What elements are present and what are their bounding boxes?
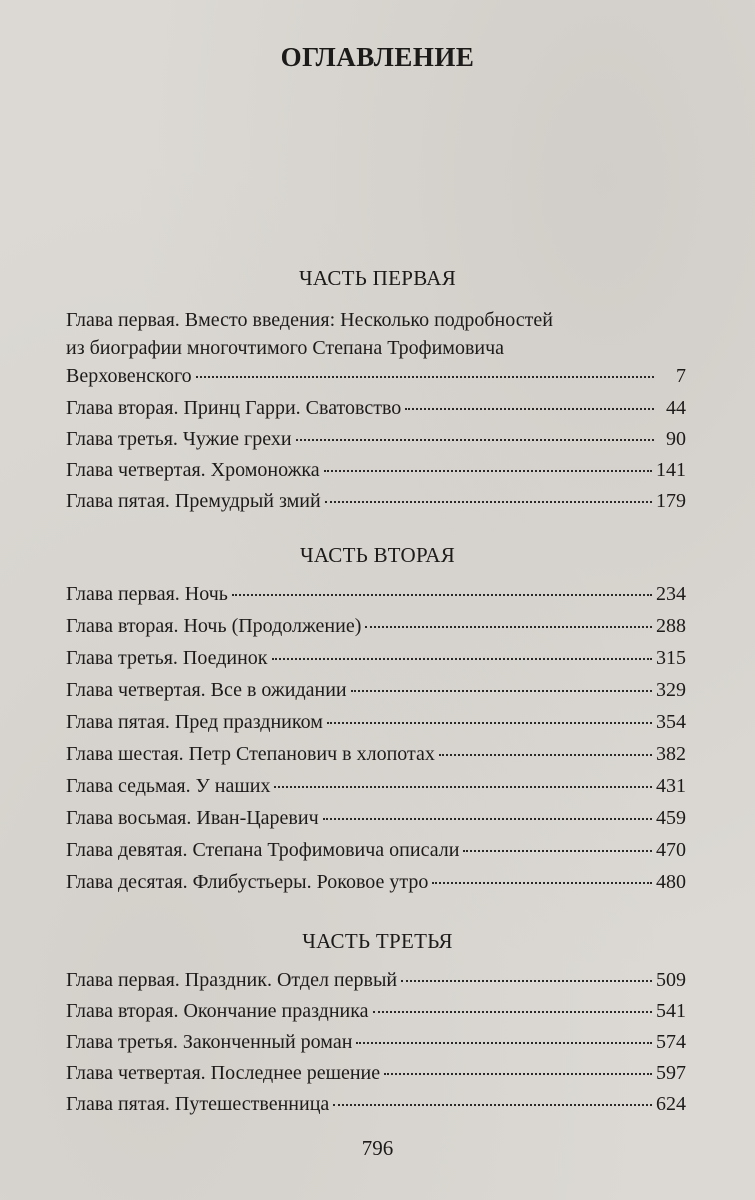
- toc-entry-label: Глава третья. Поединок: [66, 647, 268, 669]
- toc-entry[interactable]: [66, 1059, 686, 1090]
- toc-entry[interactable]: [66, 612, 686, 644]
- toc-entry-label: Глава третья. Чужие грехи: [66, 428, 292, 450]
- dot-leader: [274, 786, 652, 788]
- toc-entry[interactable]: [66, 580, 686, 612]
- toc-page-number: 44: [666, 397, 686, 419]
- dot-leader: [463, 850, 652, 852]
- dot-leader: [327, 722, 652, 724]
- dot-leader: [351, 690, 652, 692]
- toc-page-number: 7: [676, 365, 686, 387]
- toc-entry-line: Глава первая. Вместо введения: Несколько подробностей: [66, 309, 553, 331]
- dot-leader: [356, 1042, 652, 1044]
- dot-leader: [401, 980, 652, 982]
- toc-entry-label: Глава девятая. Степана Трофимовича описали: [66, 839, 460, 861]
- toc-entry[interactable]: [66, 487, 686, 518]
- toc-entry-label: Глава десятая. Флибустьеры. Роковое утро: [66, 871, 429, 893]
- toc-page-number: 574: [656, 1031, 686, 1053]
- toc-entry[interactable]: [66, 804, 686, 836]
- dot-leader: [325, 501, 652, 503]
- toc-entry[interactable]: [66, 425, 686, 456]
- toc-part-3: [66, 966, 686, 1121]
- toc-page-number: 354: [656, 711, 686, 733]
- toc-page-number: 597: [656, 1062, 686, 1084]
- toc-page-number: 541: [656, 1000, 686, 1022]
- toc-page-number: 470: [656, 839, 686, 861]
- toc-entry-line: из биографии многочтимого Степана Трофимовича: [66, 337, 505, 359]
- toc-entry[interactable]: [66, 394, 686, 425]
- toc-page-number: 459: [656, 807, 686, 829]
- toc-page-number: 90: [666, 428, 686, 450]
- toc-part-2: [66, 580, 686, 900]
- toc-entry[interactable]: [66, 676, 686, 708]
- toc-entry[interactable]: [66, 997, 686, 1028]
- dot-leader: [272, 658, 653, 660]
- toc-page-number: 480: [656, 871, 686, 893]
- toc-entry-label: Глава вторая. Окончание праздника: [66, 1000, 369, 1022]
- dot-leader: [384, 1073, 652, 1075]
- toc-entry[interactable]: [66, 1028, 686, 1059]
- dot-leader: [296, 439, 654, 441]
- dot-leader: [232, 594, 652, 596]
- toc-entry-label: Глава третья. Законченный роман: [66, 1031, 353, 1053]
- toc-page-number: 431: [656, 775, 686, 797]
- toc-entry-label: Глава первая. Праздник. Отдел первый: [66, 969, 398, 991]
- toc-page-number: 288: [656, 615, 686, 637]
- dot-leader: [323, 818, 652, 820]
- toc-entry-label: Глава вторая. Ночь (Продолжение): [66, 615, 362, 637]
- part-title-1: ЧАСТЬ ПЕРВАЯ: [298, 266, 457, 290]
- dot-leader: [432, 882, 652, 884]
- toc-entry[interactable]: [66, 836, 686, 868]
- toc-page-number: 315: [656, 647, 686, 669]
- toc-page-number: 329: [656, 679, 686, 701]
- toc-entry-label: Глава четвертая. Все в ожидании: [66, 679, 347, 701]
- toc-entry[interactable]: [66, 966, 686, 997]
- toc-entry-label: Глава пятая. Премудрый змий: [66, 490, 321, 512]
- dot-leader: [405, 408, 654, 410]
- toc-heading: ОГЛАВЛЕНИЕ: [280, 42, 475, 72]
- toc-entry-label: Глава пятая. Пред праздником: [66, 711, 323, 733]
- toc-entry-label: Глава шестая. Петр Степанович в хлопотах: [66, 743, 435, 765]
- toc-entry-label: Глава седьмая. У наших: [66, 775, 271, 797]
- toc-entry-label: Верховенского: [66, 365, 192, 387]
- toc-page-number: 141: [656, 459, 686, 481]
- toc-entry[interactable]: [66, 868, 686, 900]
- toc-part-1: [66, 306, 686, 518]
- toc-entry-label: Глава восьмая. Иван-Царевич: [66, 807, 319, 829]
- page-number: 796: [361, 1136, 394, 1160]
- toc-entry-label: Глава пятая. Путешественница: [66, 1093, 330, 1115]
- toc-page-number: 382: [656, 743, 686, 765]
- toc-entry[interactable]: [66, 456, 686, 487]
- toc-entry[interactable]: [66, 772, 686, 804]
- dot-leader: [324, 470, 652, 472]
- toc-page-number: 234: [656, 583, 686, 605]
- toc-page-number: 509: [656, 969, 686, 991]
- toc-entry[interactable]: [66, 644, 686, 676]
- part-title-2: ЧАСТЬ ВТОРАЯ: [299, 543, 456, 567]
- toc-entry-label: Глава четвертая. Последнее решение: [66, 1062, 381, 1084]
- toc-entry[interactable]: [66, 306, 686, 390]
- dot-leader: [373, 1011, 652, 1013]
- dot-leader: [196, 376, 654, 378]
- dot-leader: [439, 754, 652, 756]
- part-title-3: ЧАСТЬ ТРЕТЬЯ: [302, 929, 453, 953]
- toc-page-number: 179: [656, 490, 686, 512]
- toc-entry-label: Глава вторая. Принц Гарри. Сватовство: [66, 397, 402, 419]
- dot-leader: [333, 1104, 652, 1106]
- toc-entry-label: Глава четвертая. Хромоножка: [66, 459, 320, 481]
- toc-page-number: 624: [656, 1093, 686, 1115]
- dot-leader: [365, 626, 652, 628]
- toc-entry-label: Глава первая. Ночь: [66, 583, 228, 605]
- toc-entry[interactable]: [66, 708, 686, 740]
- toc-entry[interactable]: [66, 740, 686, 772]
- toc-entry[interactable]: [66, 1090, 686, 1121]
